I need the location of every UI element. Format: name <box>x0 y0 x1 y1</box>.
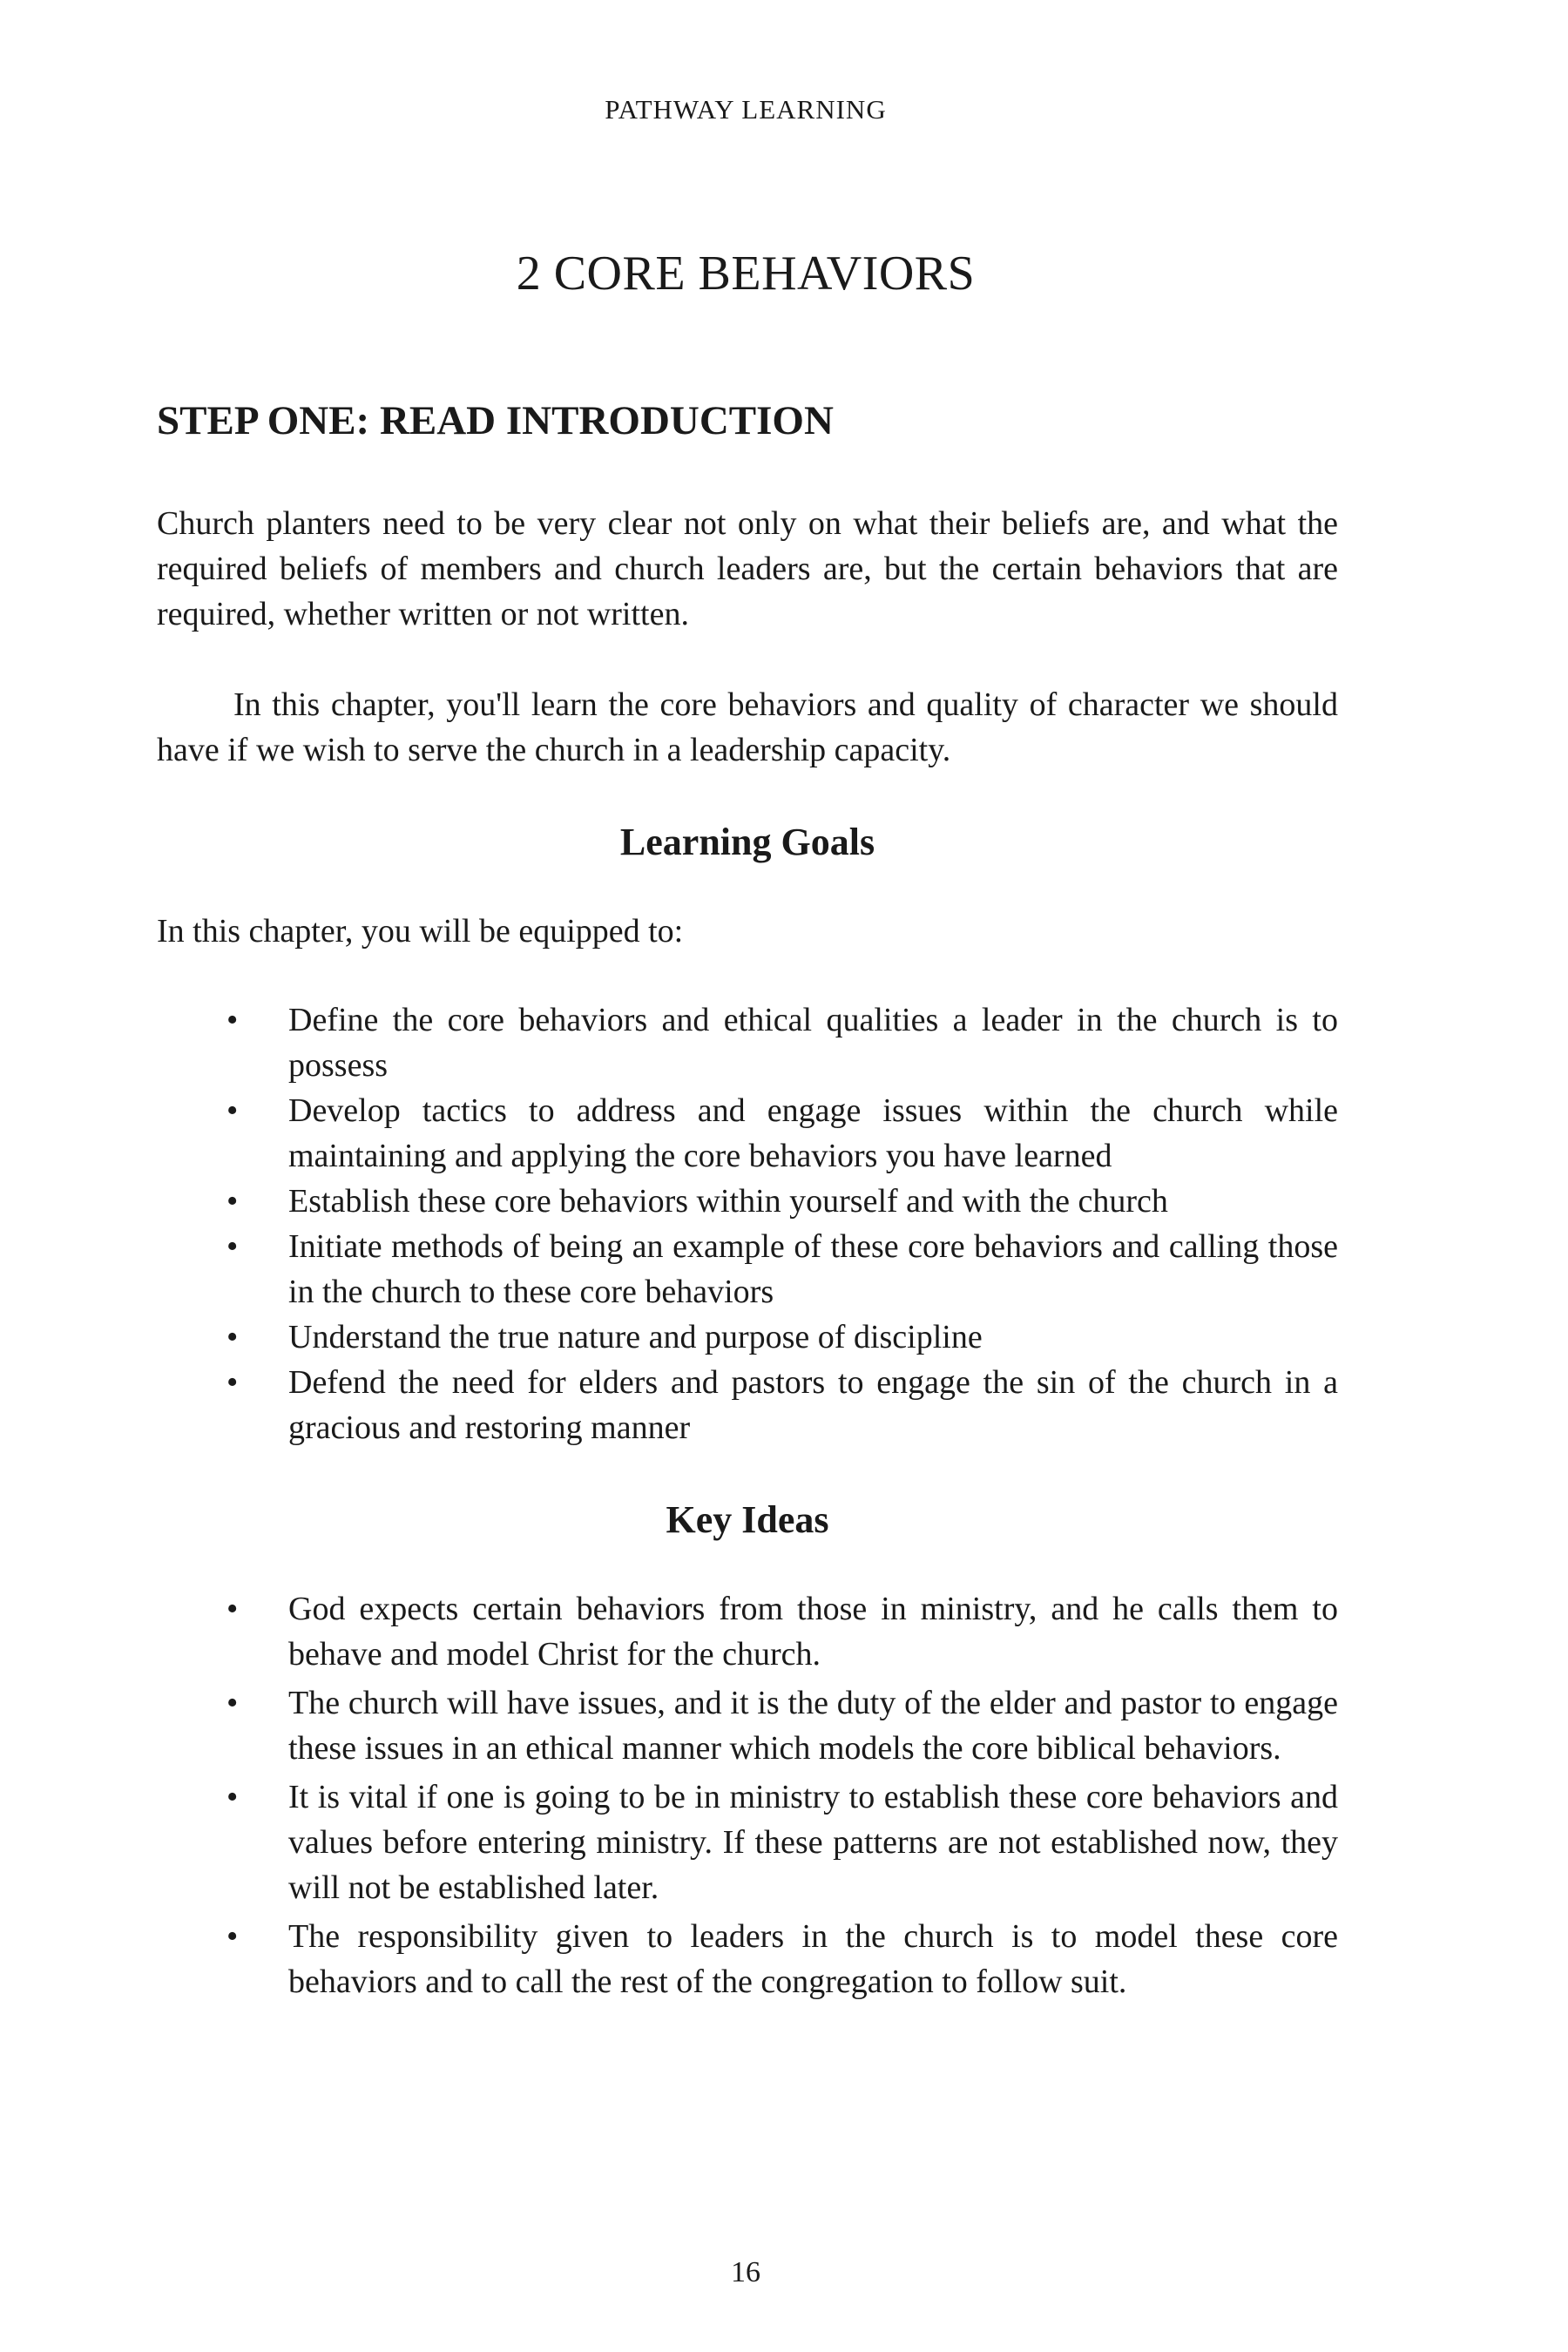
learning-goals-lead: In this chapter, you will be equipped to: <box>157 913 684 950</box>
bullet-icon: • <box>226 1228 239 1265</box>
list-item <box>157 1586 1338 1677</box>
bullet-icon: • <box>226 1319 239 1355</box>
list-item <box>157 1224 1338 1315</box>
list-item-text: Defend the need for elders and pastors to engage the sin of the church in a gracious and restoring manner <box>288 1364 1338 1446</box>
bullet-icon: • <box>226 1092 239 1129</box>
intro-paragraph-1: Church planters need to be very clear not only on what their beliefs are, and what the required beliefs of members and church leaders are, but the certain behaviors that are required, whether written or not written. <box>157 505 1338 632</box>
bullet-icon: • <box>226 1591 239 1627</box>
step-heading: STEP ONE: READ INTRODUCTION <box>157 398 834 443</box>
list-item-text: God expects certain behaviors from those in ministry, and he calls them to behave and model Christ for the church. <box>288 1591 1338 1673</box>
list-item <box>157 1360 1338 1450</box>
intro-paragraph-2: In this chapter, you'll learn the core behaviors and quality of character we should have if we wish to serve the church in a leadership capacity. <box>157 686 1338 768</box>
list-item-text: Understand the true nature and purpose of discipline <box>288 1319 983 1355</box>
list-item-text: Define the core behaviors and ethical qualities a leader in the church is to possess <box>288 1002 1338 1084</box>
list-item-text: The responsibility given to leaders in the church is to model these core behaviors and to call the rest of the congregation to follow suit. <box>288 1918 1338 2000</box>
list-item <box>157 1914 1338 2004</box>
key-ideas-heading: Key Ideas <box>666 1498 829 1541</box>
list-item-text: It is vital if one is going to be in ministry to establish these core behaviors and values before entering ministry. If these patterns are not established now, they will not be established later. <box>288 1779 1338 1906</box>
bullet-icon: • <box>226 1364 239 1401</box>
list-item <box>157 1179 1338 1224</box>
list-item <box>157 1774 1338 1910</box>
list-item-text: Develop tactics to address and engage issues within the church while maintaining and applying the core behaviors you have learned <box>288 1092 1338 1174</box>
bullet-icon: • <box>226 1779 239 1815</box>
list-item <box>157 1315 1338 1360</box>
bullet-icon: • <box>226 1183 239 1220</box>
key-ideas-list <box>157 1586 1338 2004</box>
list-item <box>157 1088 1338 1179</box>
list-item <box>157 997 1338 1088</box>
list-item-text: The church will have issues, and it is the duty of the elder and pastor to engage these issues in an ethical manner which models the core biblical behaviors. <box>288 1685 1338 1767</box>
bullet-icon: • <box>226 1002 239 1038</box>
chapter-title: 2 CORE BEHAVIORS <box>516 247 976 301</box>
learning-goals-heading: Learning Goals <box>619 821 875 863</box>
page-content <box>157 501 1338 2004</box>
learning-goals-list <box>157 997 1338 1450</box>
page-number: 16 <box>731 2256 760 2288</box>
bullet-icon: • <box>226 1918 239 1955</box>
list-item-text: Initiate methods of being an example of these core behaviors and calling those in the church to these core behaviors <box>288 1228 1338 1310</box>
bullet-icon: • <box>226 1685 239 1721</box>
list-item-text: Establish these core behaviors within yourself and with the church <box>288 1183 1168 1220</box>
list-item <box>157 1680 1338 1771</box>
running-head: PATHWAY LEARNING <box>605 94 887 125</box>
